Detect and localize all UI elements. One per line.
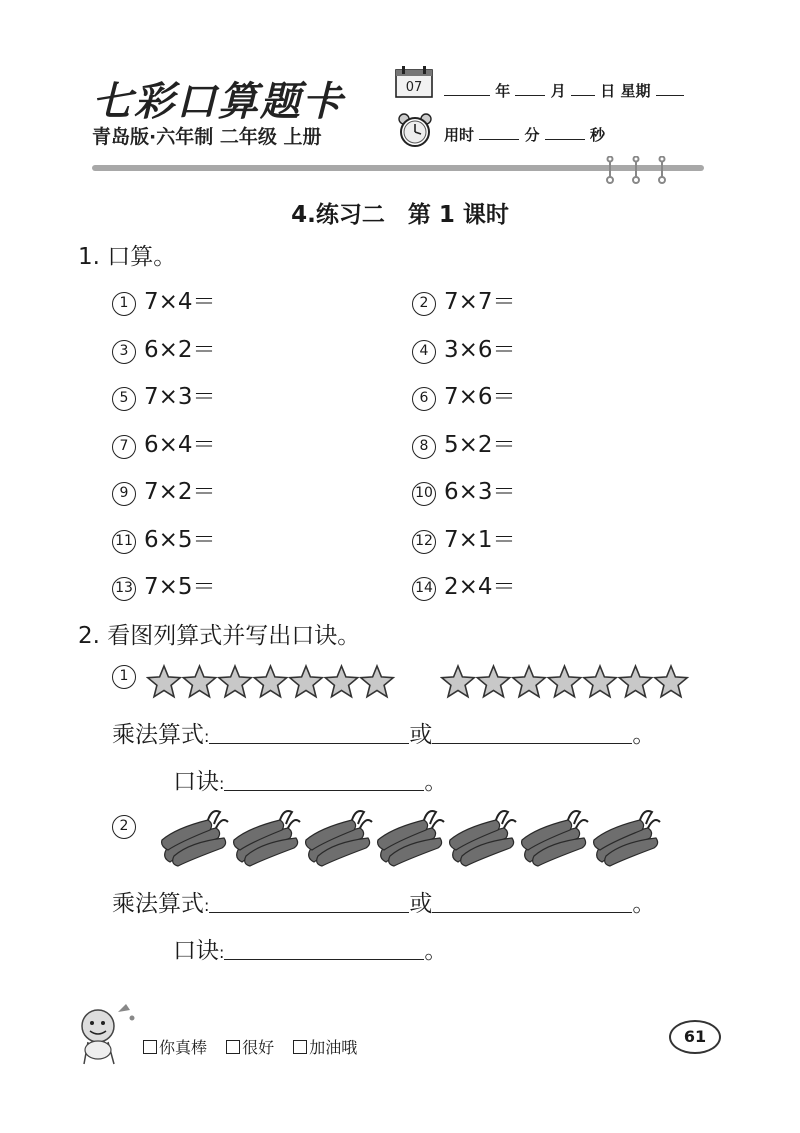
problem-number: 3: [112, 340, 136, 364]
star-group-b: [440, 664, 692, 700]
date-fill-line: [444, 80, 684, 101]
problem-expression: 7×7＝: [444, 289, 516, 315]
minute-label: 分: [524, 126, 540, 144]
day-label: 日: [600, 82, 616, 100]
equation-label: 乘法算式: [112, 722, 204, 748]
star-icon: [219, 666, 251, 697]
problem-number: 12: [412, 530, 436, 554]
problem-expression: 6×4＝: [144, 431, 216, 458]
problem-number: 14: [412, 577, 436, 601]
mascot-icon: [74, 1000, 138, 1068]
problem-number: 13: [112, 577, 136, 601]
carrot-bundle-icon: [234, 811, 300, 866]
equation-blank-1[interactable]: [209, 724, 409, 744]
problem-expression: 6×3＝: [444, 479, 516, 505]
problem-10: [412, 473, 516, 506]
page-number: 61: [669, 1020, 721, 1054]
star-icon: [325, 666, 357, 697]
q2-item-2-number: 2: [112, 812, 144, 839]
seconds-blank[interactable]: [545, 126, 585, 140]
problem-5: [112, 378, 216, 411]
star-icon: [584, 666, 616, 697]
day-blank[interactable]: [571, 82, 595, 96]
problem-number: 8: [412, 435, 436, 459]
equation-blank-1[interactable]: [209, 893, 409, 913]
time-fill-line: [444, 124, 605, 145]
problem-7: [112, 426, 216, 459]
equation-blank-2[interactable]: [432, 893, 632, 913]
carrot-bundles: [160, 806, 670, 868]
equation-blank-2[interactable]: [432, 724, 632, 744]
or-label: 或: [409, 722, 433, 748]
minutes-blank[interactable]: [479, 126, 519, 140]
brand-title: 七彩口算题卡: [92, 79, 344, 125]
star-icon: [290, 666, 322, 697]
year-label: 年: [495, 82, 511, 100]
problem-expression: 7×4＝: [144, 289, 216, 315]
year-blank[interactable]: [444, 82, 490, 96]
problem-6: [412, 378, 516, 411]
carrot-bundle-icon: [450, 811, 516, 866]
problem-number: 9: [112, 482, 136, 506]
problem-2: [412, 283, 516, 316]
question-1-heading: 1. 口算。: [78, 244, 177, 270]
question-2-heading: 2. 看图列算式并写出口诀。: [78, 623, 361, 649]
q2-item-1-rhyme-line: 口诀: 。: [173, 769, 448, 795]
or-label: 或: [409, 891, 433, 917]
rhyme-blank[interactable]: [224, 771, 424, 791]
star-icon: [183, 666, 215, 697]
problem-number: 1: [112, 292, 136, 316]
problem-3: [112, 331, 216, 364]
star-group-a: [146, 664, 398, 700]
problem-1: [112, 283, 216, 316]
weekday-label: 星期: [620, 82, 651, 100]
rating-option-keep-going[interactable]: 加油哦: [293, 1038, 357, 1057]
star-icon: [619, 666, 651, 697]
star-icon: [148, 666, 180, 697]
rhyme-blank[interactable]: [224, 940, 424, 960]
q2-item-1-number: 1: [112, 662, 144, 689]
problem-number: 5: [112, 387, 136, 411]
problem-expression: 3×6＝: [444, 336, 516, 363]
rhyme-label: 口诀: [173, 769, 219, 795]
star-icon: [254, 666, 286, 697]
alarm-clock-icon: [397, 112, 433, 148]
problem-number: 4: [412, 340, 436, 364]
star-icon: [513, 666, 545, 697]
problem-expression: 2×4＝: [444, 574, 516, 600]
problem-expression: 7×2＝: [144, 479, 216, 505]
lesson-title: 4.练习二 第 1 课时: [291, 202, 509, 228]
q2-item-2-equation-line: 乘法算式: 或 。: [112, 891, 656, 917]
carrot-bundle-icon: [162, 811, 228, 866]
self-rating: [143, 1035, 371, 1058]
problem-number: 11: [112, 530, 136, 554]
carrot-bundle-icon: [378, 811, 444, 866]
star-icon: [477, 666, 509, 697]
problem-12: [412, 521, 516, 554]
rhyme-label: 口诀: [173, 938, 219, 964]
star-icon: [548, 666, 580, 697]
checkbox-icon[interactable]: [293, 1040, 307, 1054]
problem-9: [112, 473, 216, 506]
calendar-day: 07: [405, 80, 423, 95]
edition-label: 青岛版·六年制 二年级 上册: [92, 126, 322, 148]
equation-label: 乘法算式: [112, 891, 204, 917]
checkbox-icon[interactable]: [226, 1040, 240, 1054]
problem-expression: 7×5＝: [144, 574, 216, 600]
problem-expression: 6×5＝: [144, 526, 216, 553]
problem-expression: 6×2＝: [144, 336, 216, 363]
carrot-bundle-icon: [522, 811, 588, 866]
month-label: 月: [550, 82, 566, 100]
binder-pins-icon: [603, 156, 673, 184]
q2-item-2-rhyme-line: 口诀: 。: [173, 938, 448, 964]
problem-number: 2: [412, 292, 436, 316]
problem-number: 10: [412, 482, 436, 506]
rating-option-good[interactable]: 很好: [226, 1038, 274, 1057]
calendar-icon: [395, 66, 433, 98]
problem-14: [412, 568, 516, 601]
problem-11: [112, 521, 216, 554]
rating-option-great[interactable]: 你真棒: [143, 1038, 207, 1057]
star-icon: [655, 666, 687, 697]
second-label: 秒: [589, 126, 605, 144]
problem-expression: 7×1＝: [444, 526, 516, 553]
q2-item-1-equation-line: 乘法算式: 或 。: [112, 722, 656, 748]
problem-expression: 7×6＝: [444, 384, 516, 410]
problem-expression: 7×3＝: [144, 384, 216, 410]
month-blank[interactable]: [515, 82, 545, 96]
carrot-bundle-icon: [594, 811, 660, 866]
problem-number: 6: [412, 387, 436, 411]
problem-8: [412, 426, 516, 459]
star-icon: [361, 666, 393, 697]
time-used-label: 用时: [444, 126, 475, 144]
checkbox-icon[interactable]: [143, 1040, 157, 1054]
problem-4: [412, 331, 516, 364]
star-icon: [442, 666, 474, 697]
problem-number: 7: [112, 435, 136, 459]
carrot-bundle-icon: [306, 811, 372, 866]
problem-13: [112, 568, 216, 601]
problem-expression: 5×2＝: [444, 431, 516, 458]
weekday-blank[interactable]: [656, 82, 684, 96]
